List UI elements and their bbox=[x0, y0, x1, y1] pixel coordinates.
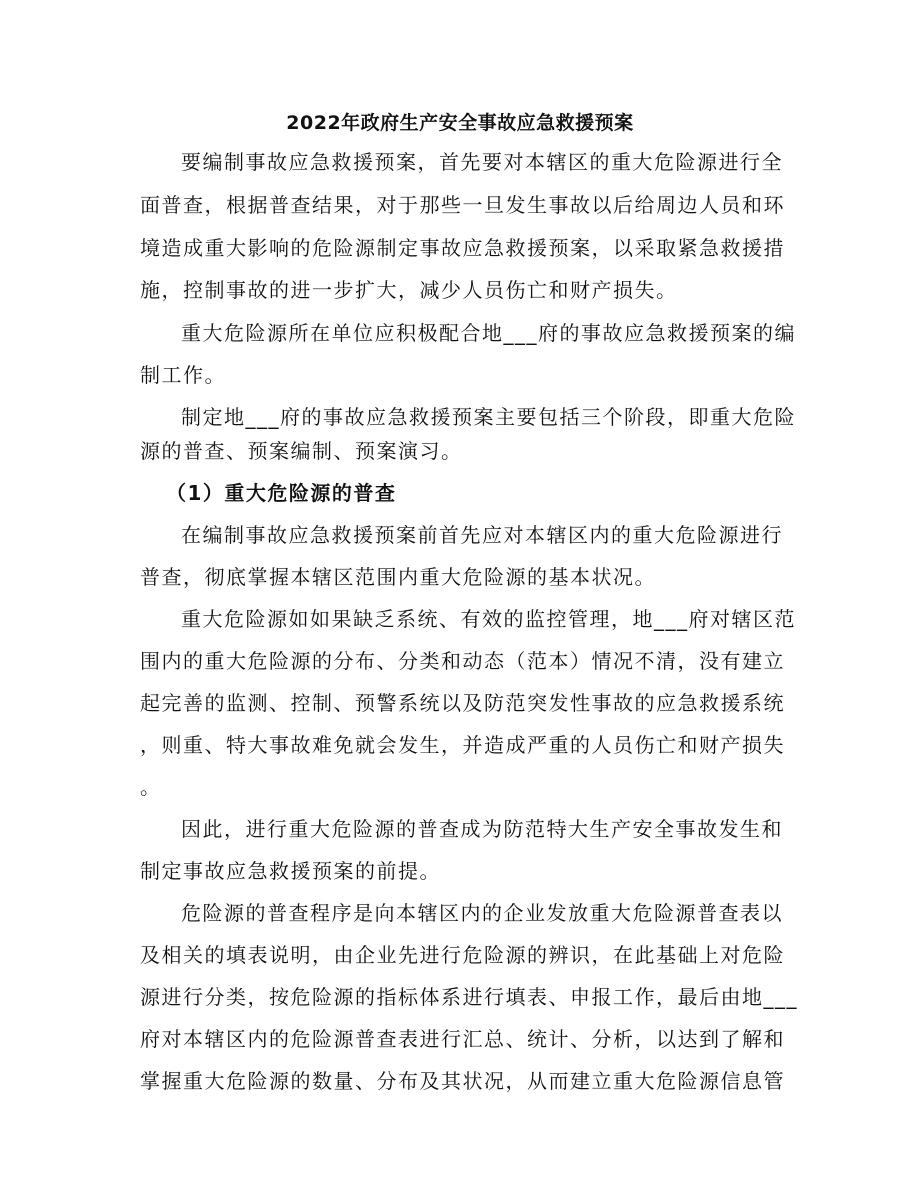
paragraph-line: 制定事故应急救援预案的前提。 bbox=[140, 859, 441, 883]
paragraph-line: 源的普查、预案编制、预案演习。 bbox=[140, 439, 463, 463]
paragraph-line: 在编制事故应急救援预案前首先应对本辖区内的重大危险源进行 bbox=[181, 523, 783, 547]
paragraph-line: 制定地___府的事故应急救援预案主要包括三个阶段，即重大危险 bbox=[181, 405, 796, 429]
paragraph-line: 制工作。 bbox=[140, 363, 226, 387]
paragraph-line: 围内的重大危险源的分布、分类和动态（范本）情况不清，没有建立 bbox=[140, 649, 785, 673]
paragraph-line: 府对本辖区内的危险源普查表进行汇总、统计、分析，以达到了解和 bbox=[140, 1027, 785, 1051]
paragraph-line: 掌握重大危险源的数量、分布及其状况，从而建立重大危险源信息管 bbox=[140, 1069, 785, 1093]
paragraph-line: 要编制事故应急救援预案，首先要对本辖区的重大危险源进行全 bbox=[181, 150, 783, 174]
paragraph-line: 普查，彻底掌握本辖区范围内重大危险源的基本状况。 bbox=[140, 565, 656, 589]
paragraph-line: ，则重、特大事故难免就会发生，并造成严重的人员伤亡和财产损失 bbox=[140, 733, 785, 757]
document-title: 2022年政府生产安全事故应急救援预案 bbox=[286, 112, 634, 134]
paragraph-line: 重大危险源所在单位应积极配合地___府的事故应急救援预案的编 bbox=[181, 321, 796, 345]
paragraph-line: 源进行分类，按危险源的指标体系进行填表、申报工作，最后由地___ bbox=[140, 985, 798, 1009]
paragraph-line: 面普查，根据普查结果，对于那些一旦发生事故以后给周边人员和环 bbox=[140, 193, 785, 217]
paragraph-line: 施，控制事故的进一步扩大，减少人员伤亡和财产损失。 bbox=[140, 278, 678, 302]
paragraph-line: 危险源的普查程序是向本辖区内的企业发放重大危险源普查表以 bbox=[181, 901, 783, 925]
paragraph-line: 及相关的填表说明，由企业先进行危险源的辨识，在此基础上对危险 bbox=[140, 943, 785, 967]
paragraph-line: 。 bbox=[140, 775, 162, 799]
paragraph-line: 因此，进行重大危险源的普查成为防范特大生产安全事故发生和 bbox=[181, 817, 783, 841]
paragraph-line: 起完善的监测、控制、预警系统以及防范突发性事故的应急救援系统 bbox=[140, 691, 785, 715]
section-heading: （1）重大危险源的普查 bbox=[166, 481, 397, 505]
paragraph-line: 境造成重大影响的危险源制定事故应急救援预案，以采取紧急救援措 bbox=[140, 236, 785, 260]
paragraph-line: 重大危险源如如果缺乏系统、有效的监控管理，地___府对辖区范 bbox=[181, 607, 796, 631]
